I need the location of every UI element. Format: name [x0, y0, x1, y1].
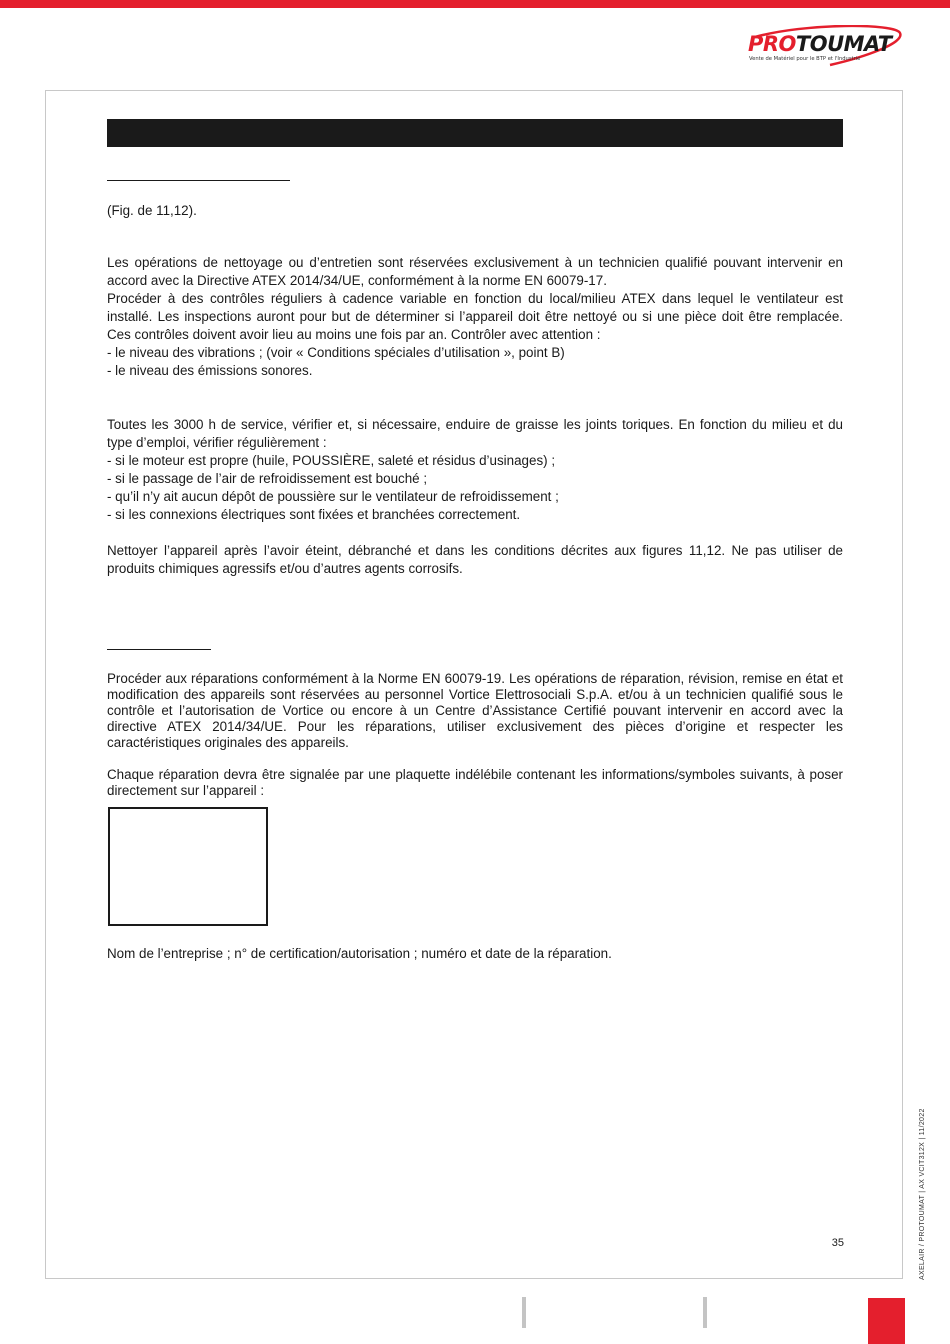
page-number: 35 [831, 1237, 844, 1249]
section-title-band [107, 119, 843, 147]
maintenance-item: - si les connexions électriques sont fixées et branchées correctement. [107, 507, 521, 522]
logo-wordmark [748, 32, 892, 56]
section-heading-underline [107, 180, 290, 181]
logo-tagline: Vente de Matériel pour le BTP et l'Industrie [749, 56, 861, 62]
plate-caption: Nom de l’entreprise ; n° de certification/autorisation ; numéro et date de la réparation. [107, 946, 612, 961]
maintenance-item: - qu’il n’y ait aucun dépôt de poussière sur le ventilateur de refroidissement ; [107, 489, 559, 504]
cleaning-section [107, 254, 843, 380]
check-noise: - le niveau des émissions sonores. [107, 363, 313, 378]
maintenance-section [107, 416, 843, 524]
maintenance-item: - si le moteur est propre (huile, POUSSIÈRE, saleté et résidus d’usinages) ; [107, 453, 556, 468]
maintenance-item: - si le passage de l’air de refroidissement est bouché ; [107, 471, 428, 486]
red-corner-tab [868, 1298, 905, 1344]
cleaning-instructions: Nettoyer l’appareil après l’avoir éteint, débranché et dans les conditions décrites aux figures 11,12. Ne pas utiliser de produits chimiques agressifs et/ou d’autres agents corrosifs. [107, 543, 843, 576]
cleaning-intro: Les opérations de nettoyage ou d’entretien sont réservées exclusivement à un technicien qualifié pouvant intervenir en accord avec la Directive ATEX 2014/34/UE, conformément à la norme EN 60079-17. [107, 255, 843, 288]
figure-reference: (Fig. de 11,12). [107, 203, 197, 218]
tab-marker [703, 1297, 707, 1328]
inspection-paragraph: Procéder à des contrôles réguliers à cadence variable en fonction du local/milieu ATEX dans lequel le ventilateur est installé. Les inspections auront pour but de déterminer si l’appareil doit être nettoyé ou si une pièce doit être remplacée. Ces contrôles doivent avoir lieu au moins une fois par an. Contrôler avec attention : [107, 291, 843, 342]
top-red-bar [0, 0, 950, 8]
repair-plate-box [108, 807, 268, 926]
logo-pro-text: PRO [748, 32, 796, 56]
check-vibrations: - le niveau des vibrations ; (voir « Conditions spéciales d’utilisation », point B) [107, 345, 565, 360]
tab-marker [522, 1297, 526, 1328]
maintenance-intro: Toutes les 3000 h de service, vérifier et, si nécessaire, enduire de graisse les joints toriques. En fonction du milieu et du type d’emploi, vérifier régulièrement : [107, 417, 843, 450]
logo-toumat-text: TOUMAT [795, 32, 892, 56]
repair-plate-instructions: Chaque réparation devra être signalée par une plaquette indélébile contenant les informations/symboles suivants, à poser directement sur l’appareil : [107, 767, 843, 798]
repair-paragraph: Procéder aux réparations conformément à la Norme EN 60079-19. Les opérations de réparation, révision, remise en état et modification des appareils sont réservées au personnel Vortice Elettrosociali S.p.A. et/ou à un technicien qualifié sous le contrôle et l’autorisation de Vortice ou encore à un Centre d’Assistance Certifié pouvant intervenir en accord avec la directive ATEX 2014/34/UE. Pour les réparations, utiliser exclusivement des pièces d’origine et respecter les caractéristiques originales des appareils. [107, 671, 843, 750]
side-reference-text: AXELAIR / PROTOUMAT | AX VCIT312X | 11/2022 [919, 1108, 926, 1280]
protoumat-logo [745, 25, 905, 75]
repair-heading-underline [107, 649, 211, 650]
